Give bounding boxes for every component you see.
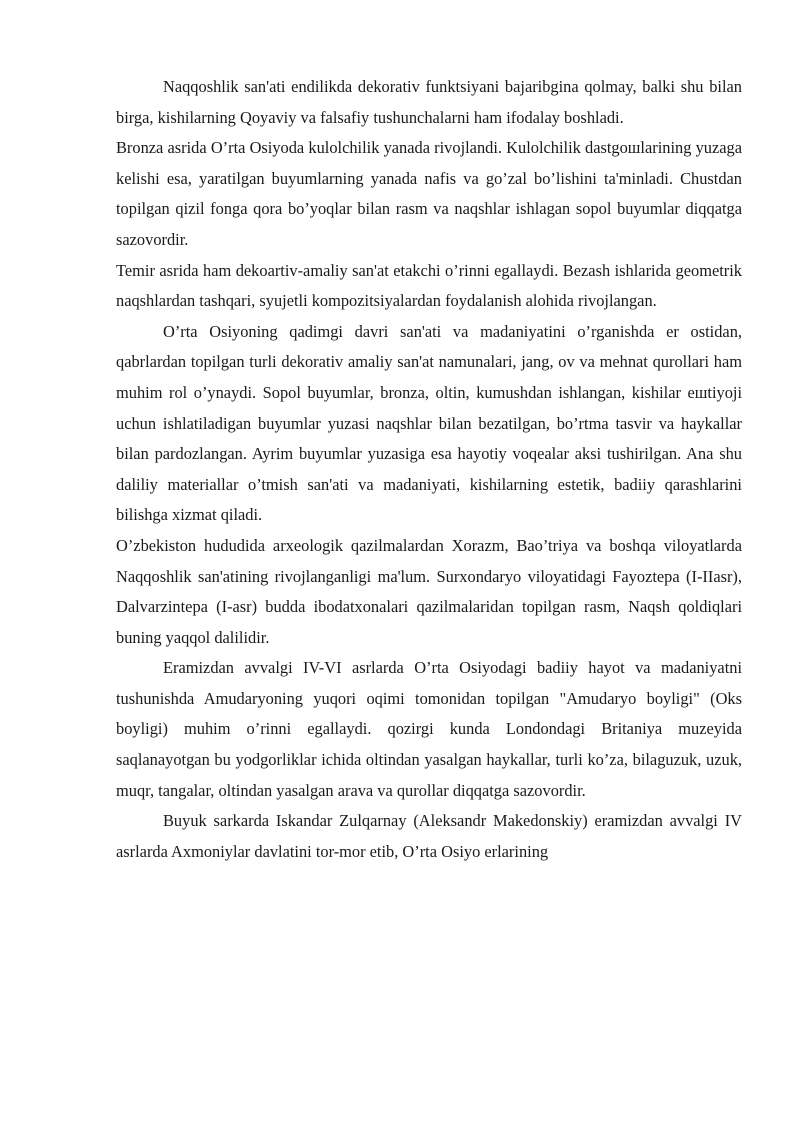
paragraph-naqqoshlik: Naqqoshlik san'ati endilikda dekorativ funktsiyani bajaribgina qolmay, balki shu bilan birga, kishilarning Qoyaviy va falsafiy tushunchalarni ham ifodalay boshladi. — [116, 77, 742, 127]
paragraph-arxeologik-qazilmalar: O’zbekiston hududida arxeologik qazilmalardan Xorazm, Bao’triya va boshqa viloyatlarda Naqqoshlik san'atining rivojlanganligi ma'lum. Surxondaryo viloyatidagi Fayoztepa (I-IIasr), Dalvarzintepa (I-asr) budda ibodatxonalari qazilmalaridan topilgan rasm, Naqsh qoldiqlari buning yaqqol dalilidir. — [116, 535, 742, 647]
paragraph-amudaryo-boyligi: Eramizdan avvalgi IV-VI asrlarda O’rta Osiyodagi badiiy hayot va madaniyatni tushunishda Amudaryoning yuqori oqimi tomonidan topilgan "Amudaryo boyligi" (Oks boyligi) muhim o’rinni egallaydi. qozirgi kunda Londondagi Britaniya muzeyida saqlanayotgan bu yodgorliklar ichida oltindan yasalgan haykallar, turli ko’za, bilaguzuk, uzuk, muqr, tangalar, oltindan yasalgan arava va qurollar diqqatga sazovordir. — [116, 658, 742, 800]
paragraph-temir-asri: Temir asrida ham dekoartiv-amaliy san'at etakchi o’rinni egallaydi. Bezash ishlarida geometrik naqshlardan tashqari, syujetli kompozitsiyalardan foydalanish alohida rivojlangan. — [116, 260, 742, 311]
paragraph-iskandar-zulqarnay: Buyuk sarkarda Iskandar Zulqarnay (Aleksandr Makedonskiy) eramizdan avvalgi IV asrlarda Axmoniylar davlatini tor-mor etib, O’rta Osiyo erlarining — [116, 811, 742, 861]
paragraph-bronza-asri: Bronza asrida O’rta Osiyoda kulolchilik yanada rivojlandi. Kulolchilik dastgoшlarining yuzaga kelishi esa, yaratilgan buyumlarning yanada nafis va go’zal bo’lishini ta'minladi. Chustdan topilgan qizil fonga qora bo’yoqlar bilan rasm va naqshlar ishlagan sopol buyumlar diqqatga sazovordir. — [116, 138, 742, 249]
document-page — [116, 72, 742, 867]
paragraph-qadimgi-davr: O’rta Osiyoning qadimgi davri san'ati va madaniyatini o’rganishda er ostidan, qabrlardan topilgan turli dekorativ amaliy san'at namunalari, jang, ov va mehnat qurollari ham muhim rol o’ynaydi. Sopol buyumlar, bronza, oltin, kumushdan ishlangan, kishilar eшtiyoji uchun ishlatiladigan buyumlar yuzasi naqshlar bilan bezatilgan, bo’rtma tasvir va haykallar bilan pardozlangan. Ayrim buyumlar yuzasiga esa hayotiy voqealar aksi tushirilgan. Ana shu daliliy materiallar o’tmish san'ati va madaniyati, kishilarning estetik, badiiy qarashlarini bilishga xizmat qiladi. — [116, 321, 742, 525]
